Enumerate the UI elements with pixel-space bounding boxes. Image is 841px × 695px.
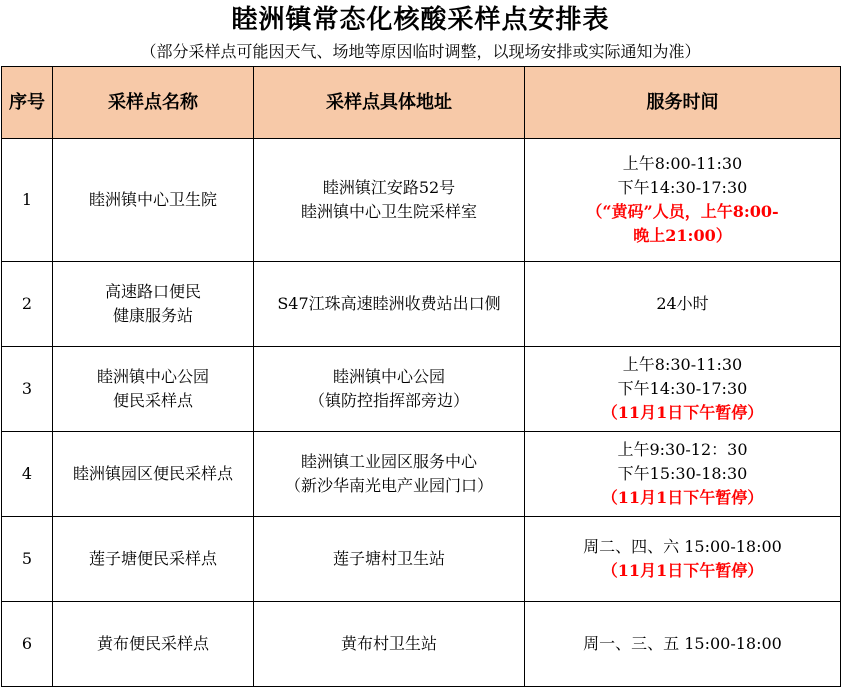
table-row (2, 139, 841, 262)
note-text: （“黄码”人员，上午8:00- (586, 202, 779, 221)
header-name: 采样点名称 (53, 67, 254, 139)
header-address: 采样点具体地址 (254, 67, 525, 139)
cell-time: 上午8:30-11:30 下午14:30-17:30 （11月1日下午暂停） (525, 347, 841, 432)
cell-time: 周一、三、五 15:00-18:00 (525, 602, 841, 687)
note-text: （11月1日下午暂停） (601, 561, 764, 580)
note-text: （11月1日下午暂停） (601, 403, 764, 422)
note-text: （11月1日下午暂停） (601, 488, 764, 507)
cell-address: S47江珠高速睦洲收费站出口侧 (254, 262, 525, 347)
page-title: 睦洲镇常态化核酸采样点安排表 (231, 5, 610, 35)
table-row (2, 517, 841, 602)
page-subtitle: （部分采样点可能因天气、场地等原因临时调整，以现场安排或实际通知为准） (140, 42, 701, 61)
cell-no: 1 (2, 139, 53, 262)
table-row (2, 432, 841, 517)
cell-address: 莲子塘村卫生站 (254, 517, 525, 602)
cell-name: 高速路口便民 健康服务站 (53, 262, 254, 347)
sampling-sites-table (1, 66, 841, 687)
cell-no: 5 (2, 517, 53, 602)
cell-address: 黄布村卫生站 (254, 602, 525, 687)
header-no: 序号 (2, 67, 53, 139)
cell-name: 睦洲镇园区便民采样点 (53, 432, 254, 517)
note-text: 晚上21:00） (633, 226, 732, 245)
cell-no: 2 (2, 262, 53, 347)
header-time: 服务时间 (525, 67, 841, 139)
cell-time: 上午9:30-12：30 下午15:30-18:30 （11月1日下午暂停） (525, 432, 841, 517)
table-row (2, 347, 841, 432)
table-header-row (2, 67, 841, 139)
cell-no: 4 (2, 432, 53, 517)
cell-time: 上午8:00-11:30 下午14:30-17:30 （“黄码”人员，上午8:00- 晚上21:00） (525, 139, 841, 262)
table-row (2, 602, 841, 687)
cell-name: 黄布便民采样点 (53, 602, 254, 687)
cell-name: 睦洲镇中心卫生院 (53, 139, 254, 262)
table-row (2, 262, 841, 347)
cell-no: 6 (2, 602, 53, 687)
cell-name: 莲子塘便民采样点 (53, 517, 254, 602)
cell-address: 睦洲镇江安路52号 睦洲镇中心卫生院采样室 (254, 139, 525, 262)
cell-time: 周二、四、六 15:00-18:00 （11月1日下午暂停） (525, 517, 841, 602)
cell-no: 3 (2, 347, 53, 432)
cell-address: 睦洲镇工业园区服务中心 （新沙华南光电产业园门口） (254, 432, 525, 517)
cell-time: 24小时 (525, 262, 841, 347)
cell-address: 睦洲镇中心公园 （镇防控指挥部旁边） (254, 347, 525, 432)
cell-name: 睦洲镇中心公园 便民采样点 (53, 347, 254, 432)
